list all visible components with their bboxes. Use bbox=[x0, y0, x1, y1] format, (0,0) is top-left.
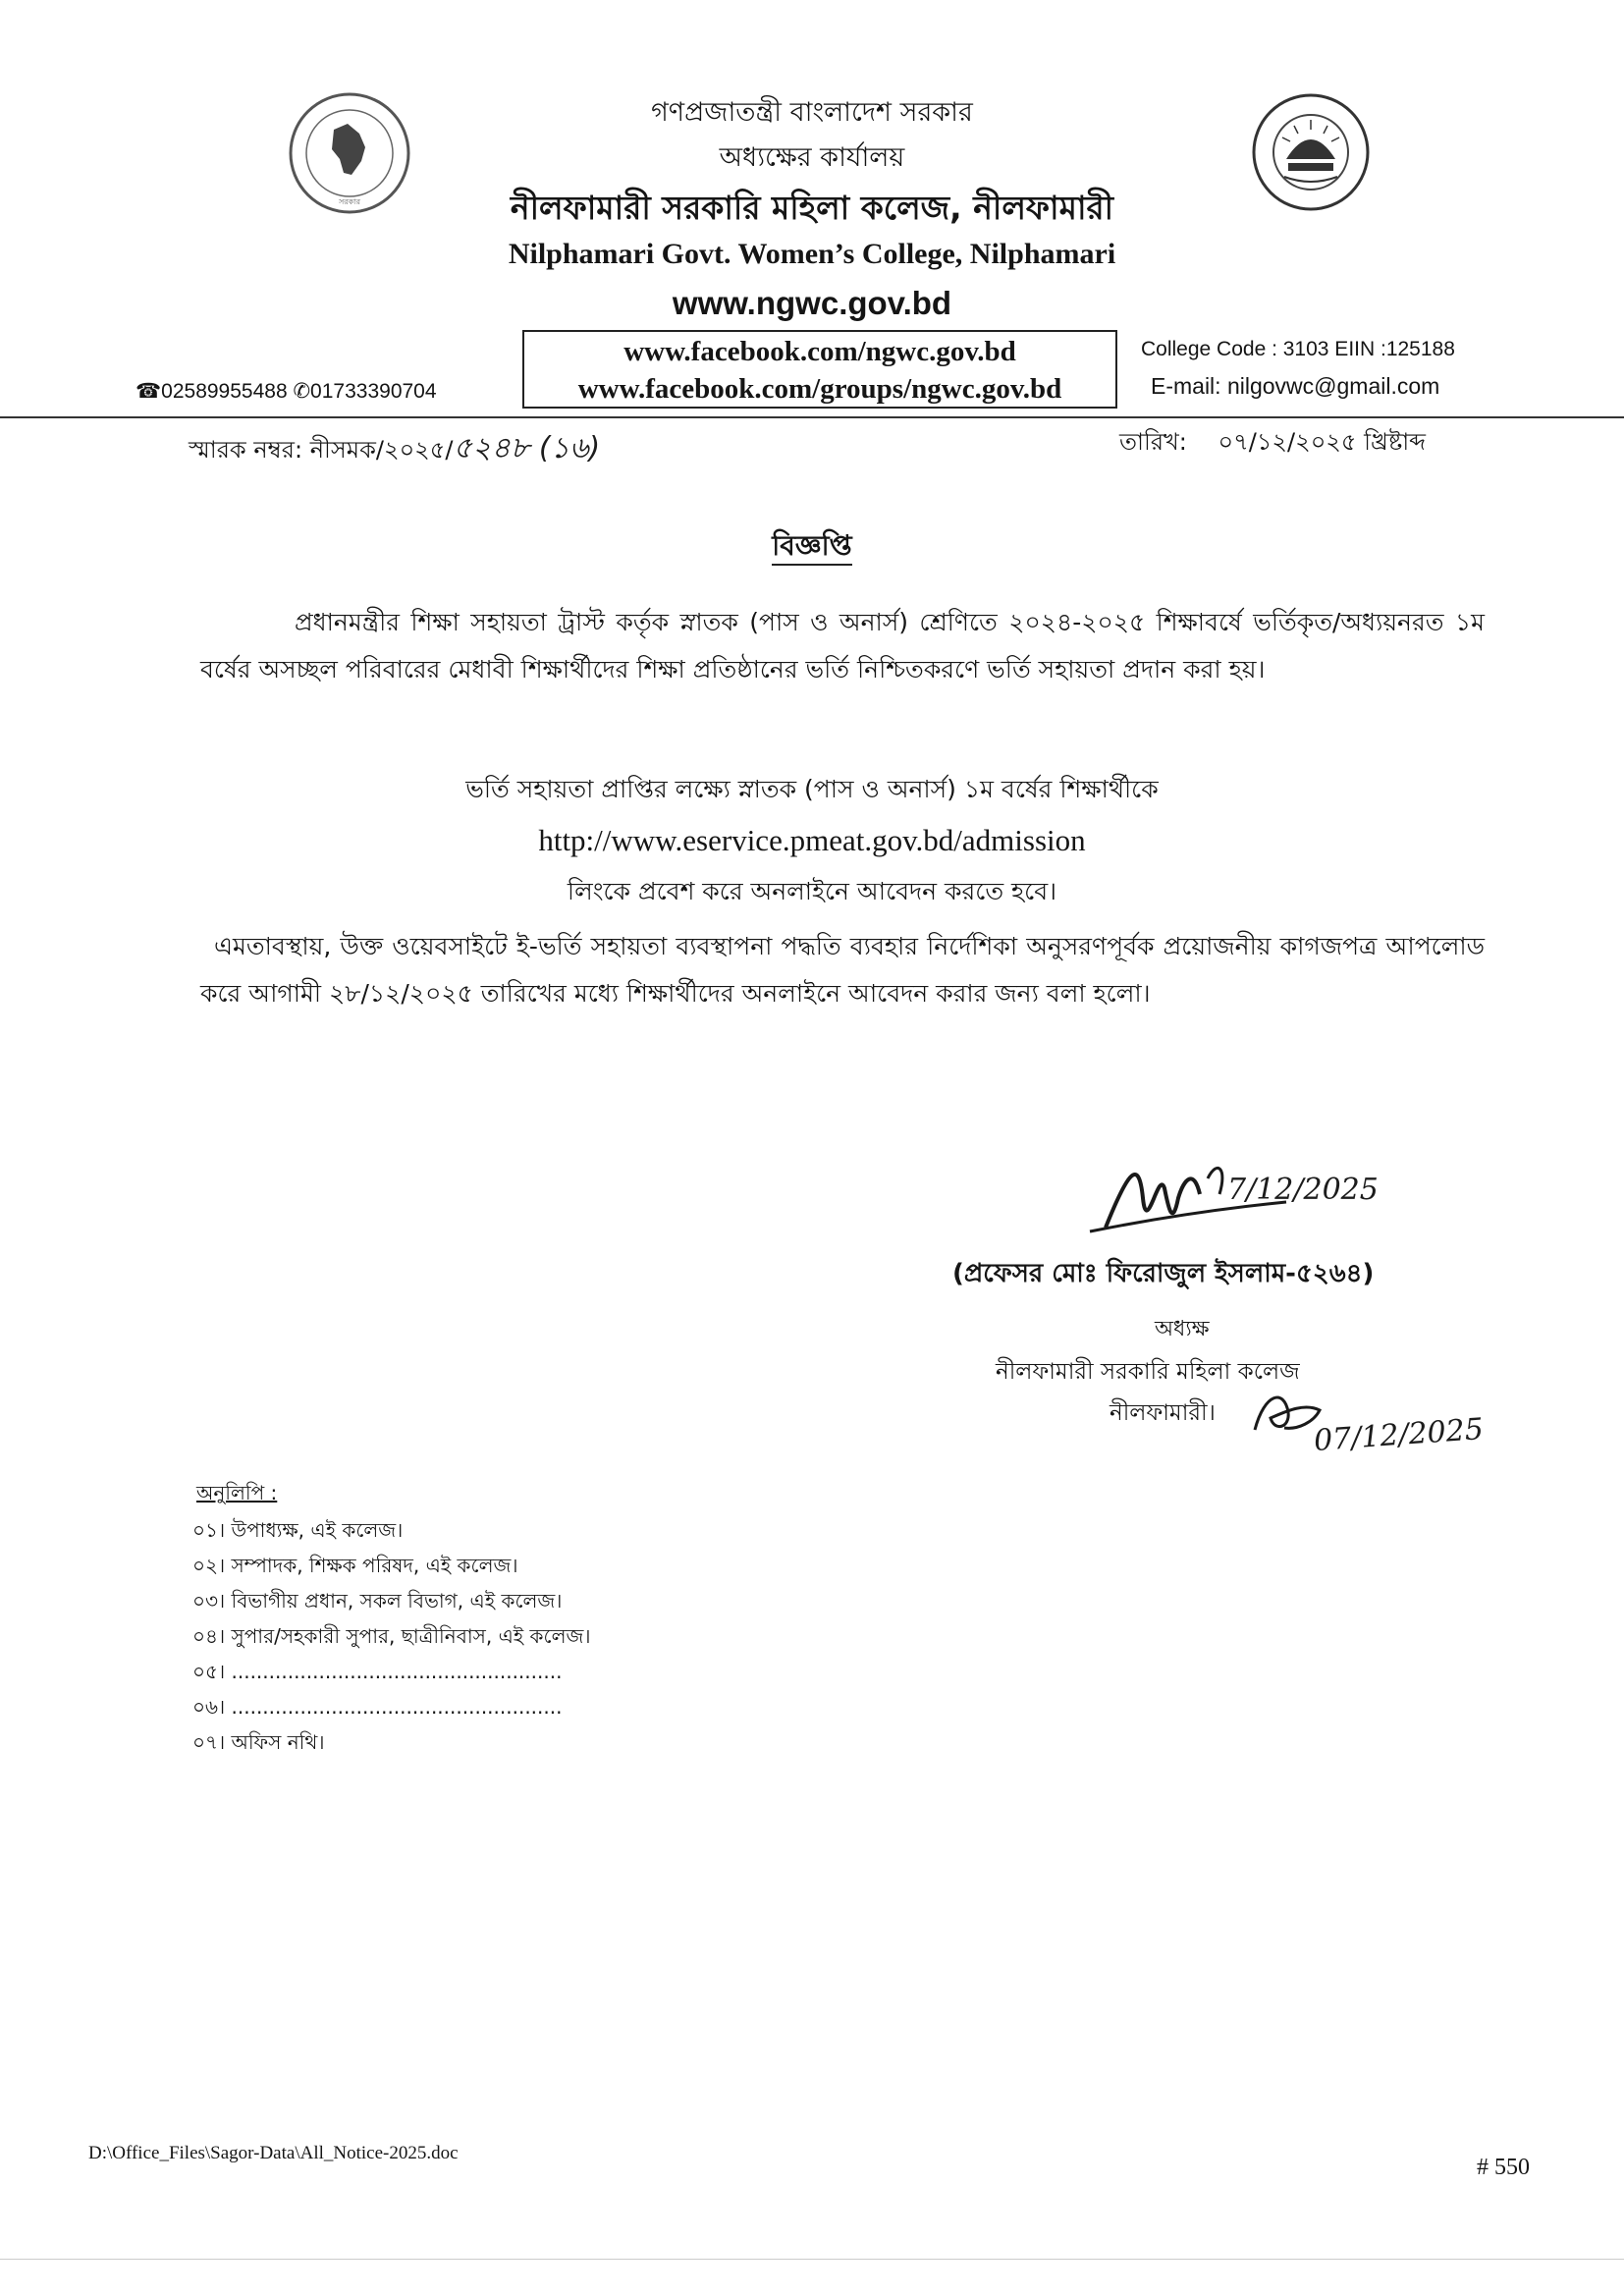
notice-title: বিজ্ঞপ্তি bbox=[772, 529, 851, 566]
memo-number-handwritten: ৫২৪৮ (১৬) bbox=[453, 431, 601, 465]
notice-line-2: ভর্তি সহায়তা প্রাপ্তির লক্ষ্যে স্নাতক (পাস ও অনার্স) ১ম বর্ষের শিক্ষার্থীকে bbox=[465, 775, 1159, 803]
website-link[interactable]: www.ngwc.gov.bd bbox=[672, 285, 952, 321]
signatory-place: নীলফামারী। bbox=[1110, 1400, 1216, 1426]
facebook-page-link[interactable]: www.facebook.com/ngwc.gov.bd bbox=[623, 336, 1016, 367]
college-code: College Code : 3103 EIIN :125188 bbox=[1141, 338, 1455, 360]
initials-date: 07/12/2025 bbox=[1312, 1412, 1485, 1458]
notice-paragraph-2: এমতাবস্থায়, উক্ত ওয়েবসাইটে ই-ভর্তি সহায়তা ব্যবস্থাপনা পদ্ধতি ব্যবহার নির্দেশিকা অনুসরণপূর্বক প্রয়োজনীয় কাগজপত্র আপলোড করে আগামী ২৮/১২/২০২৫ তারিখের মধ্যে শিক্ষার্থীদের অনলাইনে আবেদন করার জন্য বলা হলো। bbox=[200, 932, 1485, 1008]
memo-date-value: ০৭/১২/২০২৫ খ্রিষ্টাব্দ bbox=[1218, 428, 1427, 456]
copies-list bbox=[192, 1512, 591, 1760]
facebook-links-box bbox=[522, 330, 1117, 409]
copy-item: ০৭। অফিস নথি। bbox=[192, 1730, 325, 1754]
notice-paragraph-1: প্রধানমন্ত্রীর শিক্ষা সহায়তা ট্রাস্ট কর্তৃক স্নাতক (পাস ও অনার্স) শ্রেণিতে ২০২৪-২০২৫ শিক্ষাবর্ষে ভর্তিকৃত/অধ্যয়নরত ১ম বর্ষের অসচ্ছল পরিবারের মেধাবী শিক্ষার্থীদের শিক্ষা প্রতিষ্ঠানের ভর্তি নিশ্চিতকরণে ভর্তি সহায়তা প্রদান করা হয়। bbox=[200, 608, 1485, 683]
memo-number-label: স্মারক নম্বর: নীসমক/২০২৫/ bbox=[189, 436, 454, 464]
office-name: অধ্যক্ষের কার্যালয় bbox=[719, 142, 905, 173]
copy-item: ০২। সম্পাদক, শিক্ষক পরিষদ, এই কলেজ। bbox=[192, 1554, 518, 1577]
admission-link[interactable]: http://www.eservice.pmeat.gov.bd/admission bbox=[538, 823, 1086, 857]
page-number: # 550 bbox=[1477, 2155, 1530, 2180]
signatory-college: নীলফামারী সরকারি মহিলা কলেজ bbox=[996, 1359, 1300, 1385]
signatory-name: (প্রফেসর মোঃ ফিরোজুল ইসলাম-৫২৬৪) bbox=[952, 1259, 1375, 1288]
college-name-en: Nilphamari Govt. Women’s College, Nilphamari bbox=[508, 238, 1116, 270]
header-divider bbox=[0, 416, 1624, 418]
file-path: D:\Office_Files\Sagor-Data\All_Notice-2025.doc bbox=[88, 2143, 459, 2163]
notice-line-3: লিংকে প্রবেশ করে অনলাইনে আবেদন করতে হবে। bbox=[567, 877, 1057, 905]
memo-date-label: তারিখ: bbox=[1119, 428, 1187, 456]
email: E-mail: nilgovwc@gmail.com bbox=[1151, 373, 1440, 399]
copies-title: অনুলিপি : bbox=[196, 1481, 278, 1504]
bottom-edge bbox=[0, 2259, 1624, 2260]
copy-item: ০৬। ..................................................... bbox=[192, 1695, 563, 1719]
copy-item: ০৪। সুপার/সহকারী সুপার, ছাত্রীনিবাস, এই কলেজ। bbox=[192, 1624, 591, 1648]
facebook-group-link[interactable]: www.facebook.com/groups/ngwc.gov.bd bbox=[577, 373, 1062, 405]
copy-item: ০৫। ..................................................... bbox=[192, 1660, 563, 1683]
svg-text:সরকার: সরকার bbox=[338, 197, 361, 206]
signatory-designation: অধ্যক্ষ bbox=[1155, 1317, 1210, 1341]
college-name-bn: নীলফামারী সরকারি মহিলা কলেজ, নীলফামারী bbox=[510, 189, 1114, 227]
signature-date: 7/12/2025 bbox=[1227, 1173, 1379, 1207]
govt-name: গণপ্রজাতন্ত্রী বাংলাদেশ সরকার bbox=[651, 97, 973, 128]
phone-numbers: ☎02589955488 ✆01733390704 bbox=[135, 380, 437, 403]
memo-date bbox=[1119, 424, 1426, 464]
copy-item: ০১। উপাধ্যক্ষ, এই কলেজ। bbox=[192, 1518, 404, 1542]
memo-number bbox=[189, 424, 600, 474]
notice-title-wrap bbox=[0, 524, 1624, 571]
copy-item: ০৩। বিভাগীয় প্রধান, সকল বিভাগ, এই কলেজ। bbox=[192, 1589, 563, 1613]
